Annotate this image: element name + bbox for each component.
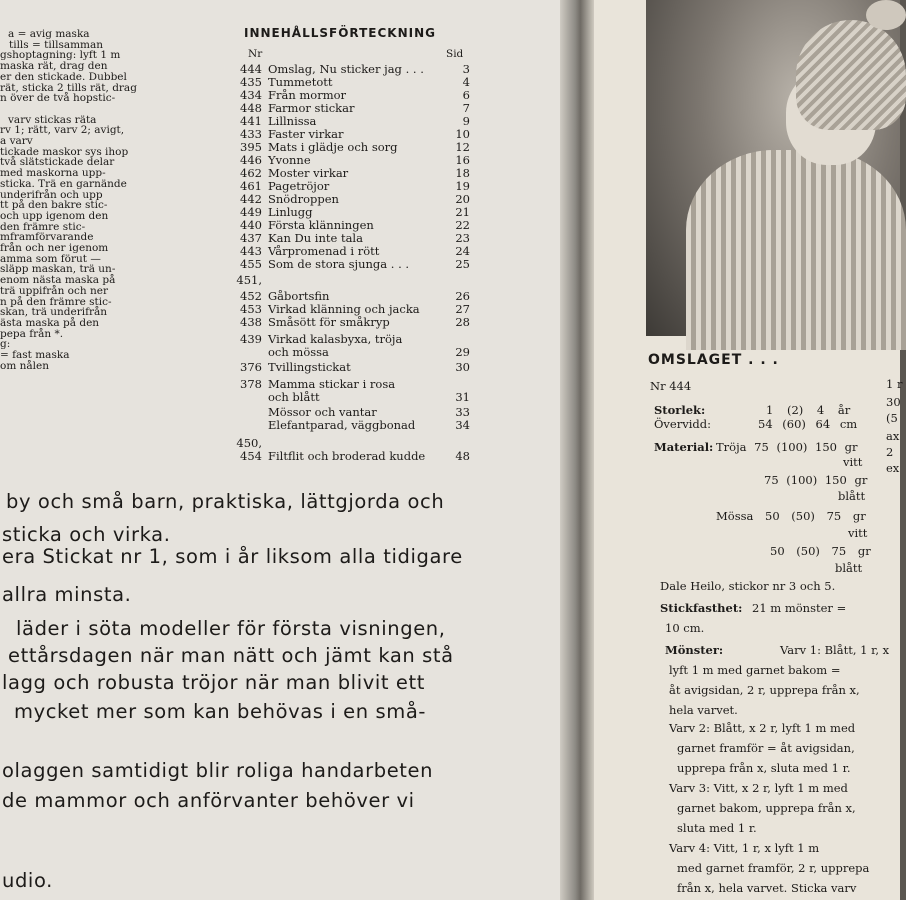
toc-row-title: Mamma stickar i rosa [268,377,396,391]
toc-row-page: 28 [455,315,470,329]
instruction-line: Varv 3: Vitt, x 2 r, lyft 1 m med [669,781,848,795]
toc-row [230,115,470,128]
toc-row-number: 435 [240,75,262,89]
abbreviation-line: amma som förut — [0,252,101,265]
intro-line: de mammor och anförvanter behöver vi [2,789,415,812]
instruction-line: garnet bakom, upprepa från x, [677,801,856,815]
material-label: Material: [654,440,714,454]
toc-row-page: 34 [455,418,470,432]
toc-row [230,258,470,271]
intro-line: läder i söta modeller för första visningen, [16,617,446,640]
edge-fragment: 2 [886,445,894,459]
abbreviation-line: den främre stic- [0,220,86,233]
abbreviation-line: rät, sticka 2 tills rät, drag [0,81,137,94]
intro-line: udio. [2,869,53,892]
abbreviation-line: rv 1; rätt, varv 2; avigt, [0,124,125,137]
abbreviation-line: pepa från *. [0,327,64,340]
toc-row-page: 25 [455,257,470,271]
abbreviation-line: tt på den bakre stic- [0,199,108,212]
toc-row-title: Kan Du inte tala [268,231,363,245]
book-gutter [560,0,594,900]
toc-row-number: 454 [240,449,262,463]
toc-row-title: Vårpromenad i rött [268,244,380,258]
intro-line: era Stickat nr 1, som i år liksom alla tidigare [2,545,463,568]
toc-row [230,193,470,206]
abbreviation-line: er den stickade. Dubbel [0,70,127,83]
pattern-number: Nr 444 [650,379,692,393]
edge-fragment: ex [886,461,900,475]
abbreviation-line: maska rät, drag den [0,60,108,73]
stickfasthet-value: 21 m mönster = [752,601,847,615]
abbreviation-line: mframförvarande [0,231,94,244]
toc-row-title: Virkad kalasbyxa, tröja [268,332,403,346]
toc-row-page: 48 [455,449,470,463]
toc-row-number: 451, [236,273,262,287]
toc-row-number: 453 [240,302,262,316]
toc-row-page: 18 [455,166,470,180]
mossa-amount-1: Mössa 50 (50) 75 gr [716,509,866,523]
troja-amount-1: Tröja 75 (100) 150 gr [716,440,858,454]
toc-row [230,391,470,404]
toc-row [230,274,470,287]
troja-amount-2: 75 (100) 150 gr [764,473,868,487]
toc-row-number: 446 [240,153,262,167]
toc-row-number: 376 [240,360,262,374]
toc-row-page: 22 [455,218,470,232]
abbreviation-line: med maskorna upp- [0,167,106,180]
abbreviation-line: varv stickas räta [8,113,97,126]
toc-row-title: Moster virkar [268,166,349,180]
abbreviation-line: från och ner igenom [0,242,109,254]
toc-row [230,141,470,154]
toc-row-page: 19 [455,179,470,193]
toc-row-page: 27 [455,302,470,316]
toc-title: INNEHÅLLSFÖRTECKNING [244,26,437,40]
toc-row-title: och mössa [268,345,329,359]
abbreviation-line: enom nästa maska på [0,274,116,287]
toc-row-page: 21 [455,205,470,219]
abbreviation-line: två slätstickade delar [0,156,115,169]
toc-row [230,102,470,115]
toc-row-title: Första klänningen [268,218,374,232]
instruction-line: sluta med 1 r. [677,821,757,835]
intro-line: by och små barn, praktiska, lättgjorda och [6,490,445,513]
instruction-line: åt avigsidan, 2 r, upprepa från x, [669,683,860,697]
child-photo [646,0,900,336]
toc-row-title: Mössor och vantar [268,405,377,419]
toc-row-title: Yvonne [268,153,311,167]
toc-row-page: 26 [455,289,470,303]
toc-row-title: Som de stora sjunga . . . [268,257,410,271]
overvidd-label: Övervidd: [654,417,712,431]
toc-row-page: 4 [462,75,470,89]
toc-row-number: 440 [240,218,262,232]
toc-row-number: 395 [240,140,262,154]
toc-row [230,63,470,76]
toc-row-page: 16 [455,153,470,167]
toc-row [230,316,470,329]
toc-row-page: 29 [455,345,470,359]
hat-shape [796,20,906,130]
instruction-line: Varv 1: Blått, 1 r, x [780,643,890,657]
toc-row-page: 10 [455,127,470,141]
toc-col-nr: Nr [248,48,263,60]
toc-row-page: 12 [455,140,470,154]
yarn-info: Dale Heilo, stickor nr 3 och 5. [660,579,836,593]
overvidd-values: 54 (60) 64 cm [758,417,858,431]
toc-row-number: 461 [240,179,262,193]
monster-label: Mönster: [665,643,724,657]
toc-row [230,154,470,167]
toc-row-title: Småsött för småkryp [268,315,390,329]
toc-row-page: 23 [455,231,470,245]
abbreviation-line: a varv [0,135,33,147]
troja-color-1: vitt [843,455,863,469]
toc-row-title: Mats i glädje och sorg [268,140,398,154]
stickfasthet-cont: 10 cm. [665,621,705,635]
toc-row-title: Tummetott [268,75,333,89]
toc-row-number: 448 [240,101,262,115]
intro-line: allra minsta. [2,583,132,606]
abbreviation-line: skan, trä underifrån [0,306,108,319]
troja-color-2: blått [838,489,866,503]
toc-row [230,419,470,432]
toc-row-number: 452 [240,289,262,303]
toc-row-number: 455 [240,257,262,271]
toc-row-title: Snödroppen [268,192,339,206]
toc-row-page: 7 [462,101,470,115]
instruction-line: lyft 1 m med garnet bakom = [669,663,841,677]
toc-row-title: Omslag, Nu sticker jag . . . [268,62,424,76]
abbreviation-line: sticka. Trä en garnände [0,177,127,190]
storlek-values: 1 (2) 4 år [766,403,851,417]
edge-fragment: ax [886,429,900,443]
omslag-heading: OMSLAGET . . . [648,352,779,368]
toc-row-page: 20 [455,192,470,206]
toc-row-title: Farmor stickar [268,101,355,115]
abbreviation-line: ästa maska på den [0,316,100,329]
intro-line: mycket mer som kan behövas i en små- [14,700,427,723]
toc-row-title: och blått [268,390,320,404]
toc-row [230,76,470,89]
edge-fragment: 30 [886,395,901,409]
edge-fragment: (5 [886,411,898,425]
abbreviation-line: trä uppifrån och ner [0,284,108,297]
abbreviation-line: n på den främre stic- [0,295,112,308]
sweater-shape [686,150,906,350]
mossa-amount-2: 50 (50) 75 gr [770,544,871,558]
toc-row-number: 442 [240,192,262,206]
toc-row-page: 30 [455,360,470,374]
instruction-line: Varv 2: Blått, x 2 r, lyft 1 m med [669,721,856,735]
pompom-shape [866,0,906,30]
toc-col-page: Sid [446,48,464,60]
abbreviation-line: g: [0,338,11,351]
toc-row-number: 434 [240,88,262,102]
abbreviation-line: gshoptagning: lyft 1 m [0,49,121,62]
toc-row-page: 6 [462,88,470,102]
abbreviation-line: underifrån och upp [0,188,103,201]
toc-row-page: 31 [455,390,470,404]
toc-row [230,333,470,346]
abbreviation-line: = fast maska [0,349,70,361]
toc-row-title: Tvillingstickat [268,360,351,374]
stickfasthet-label: Stickfasthet: [660,601,743,615]
toc-row [230,180,470,193]
abbreviation-line: tickade maskor sys ihop [0,145,129,158]
intro-line: ettårsdagen när man nätt och jämt kan stå [8,644,454,667]
toc-row-title: Linlugg [268,205,313,219]
toc-row-title: Filtflit och broderad kudde [268,449,426,463]
abbreviation-line: om nålen [0,359,49,372]
toc-row [230,167,470,180]
abbreviation-line: tills = tillsamman [9,38,104,51]
instruction-line: garnet framför = åt avigsidan, [677,741,855,755]
toc-row-number: 378 [240,377,262,391]
toc-row-number: 450, [236,436,262,450]
instruction-line: upprepa från x, sluta med 1 r. [677,761,851,775]
storlek-label: Storlek: [654,403,706,417]
toc-row-title: Virkad klänning och jacka [268,302,420,316]
toc-row-title: Lillnissa [268,114,317,128]
intro-line: olaggen samtidigt blir roliga handarbeten [2,759,434,782]
toc-row-title: Från mormor [268,88,347,102]
toc-row-page: 33 [455,405,470,419]
toc-row-page: 24 [455,244,470,258]
abbreviation-line: och upp igenom den [0,209,109,222]
toc-row [230,450,470,463]
toc-row-page: 3 [462,62,470,76]
toc-row [230,346,470,359]
toc-row-number: 449 [240,205,262,219]
mossa-color-2: blått [835,561,863,575]
abbreviation-line: n över de två hopstic- [0,92,116,105]
toc-row-number: 443 [240,244,262,258]
instruction-line: från x, hela varvet. Sticka varv [677,881,857,895]
edge-fragment: 1 r [886,377,903,391]
abbreviation-line: släpp maskan, trä un- [0,263,116,276]
instruction-line: Varv 4: Vitt, 1 r, x lyft 1 m [669,841,820,855]
intro-line: lagg och robusta tröjor när man blivit ett [2,671,425,694]
toc-row-number: 438 [240,315,262,329]
toc-row-number: 444 [240,62,262,76]
toc-row-number: 462 [240,166,262,180]
toc-row-number: 437 [240,231,262,245]
toc-row [230,378,470,391]
mossa-color-1: vitt [848,526,868,540]
instruction-line: med garnet framför, 2 r, upprepa [677,861,870,875]
toc-row-title: Gåbortsfin [268,289,330,303]
toc-row-number: 433 [240,127,262,141]
toc-row-number: 439 [240,332,262,346]
intro-line: sticka och virka. [2,523,171,546]
toc-row-title: Pagetröjor [268,179,330,193]
toc-row-title: Elefantparad, väggbonad [268,418,416,432]
toc-row-page: 9 [462,114,470,128]
instruction-line: hela varvet. [669,703,738,717]
toc-row-number: 441 [240,114,262,128]
abbreviation-line: a = avig maska [8,28,90,40]
toc-row-title: Faster virkar [268,127,344,141]
toc-row [230,361,470,374]
